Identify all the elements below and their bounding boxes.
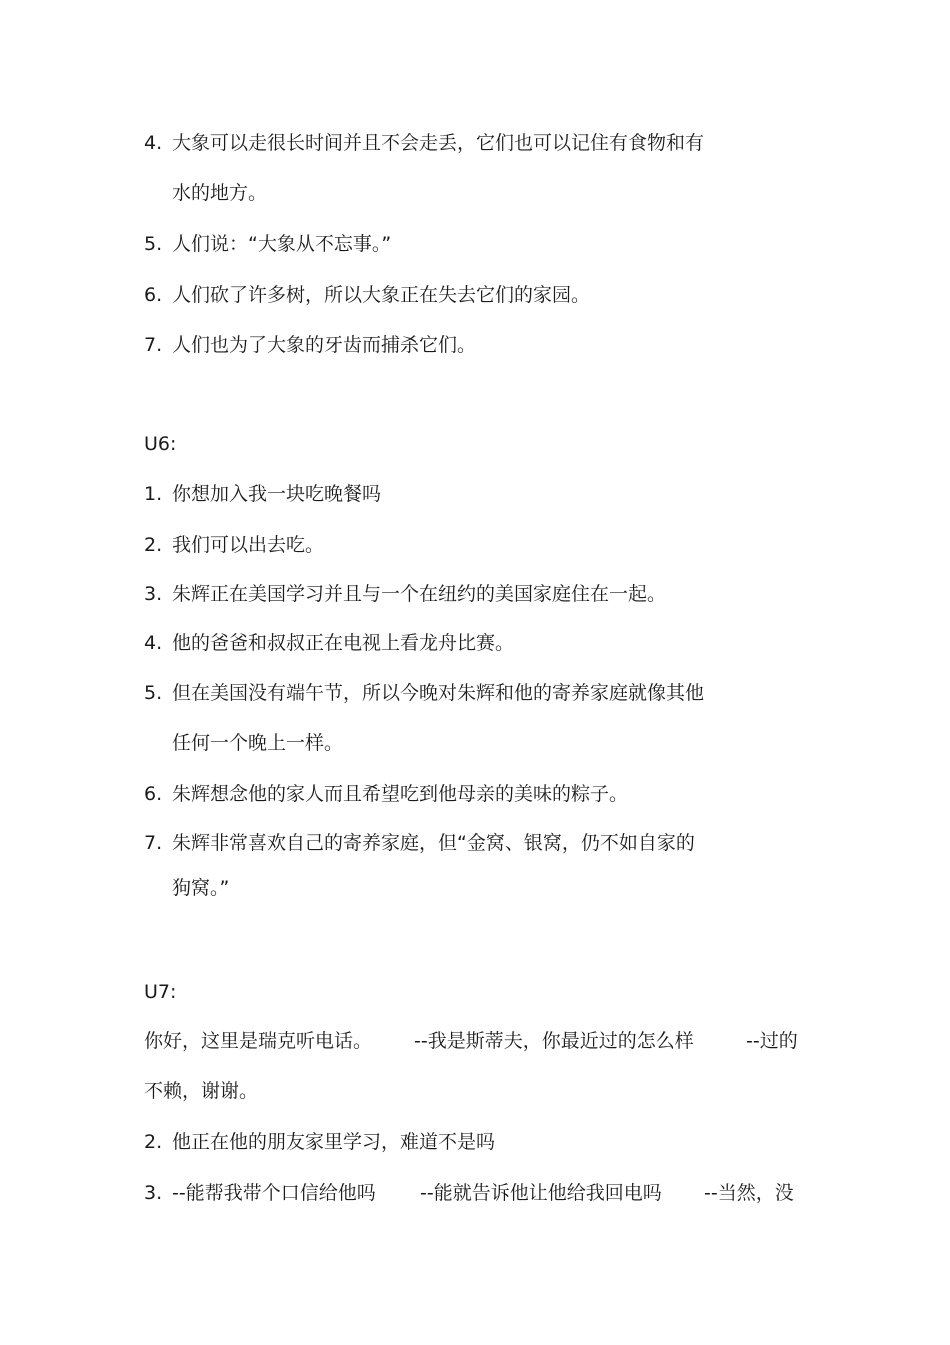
item-text-continued: 水的地方。 <box>172 182 268 204</box>
dialogue-line-1: 你好，这里是瑞克听电话。 <box>144 1030 373 1052</box>
item-number: 5. <box>144 233 163 255</box>
item-text: 人们砍了许多树，所以大象正在失去它们的家园。 <box>172 284 591 306</box>
item-number: 6. <box>144 783 163 805</box>
item-number: 2. <box>144 1131 163 1153</box>
item-number: 2. <box>144 534 163 556</box>
dialogue-line-continued: 不赖，谢谢。 <box>144 1080 259 1102</box>
dialogue-line-2: --我是斯蒂夫，你最近过的怎么样 <box>414 1030 694 1052</box>
item-text: 朱辉非常喜欢自己的寄养家庭，但“金窝、银窝，仍不如自家的 <box>172 832 695 854</box>
dialogue-segment-1: --能帮我带个口信给他吗 <box>172 1182 376 1204</box>
item-number: 7. <box>144 832 163 854</box>
item-text: 人们也为了大象的牙齿而捕杀它们。 <box>172 334 477 356</box>
item-number: 3. <box>144 583 163 605</box>
dialogue-line-3: --过的 <box>746 1030 798 1052</box>
item-number: 6. <box>144 284 163 306</box>
item-number: 7. <box>144 334 163 356</box>
section-heading: U6: <box>144 433 177 455</box>
dialogue-segment-2: --能就告诉他让他给我回电吗 <box>420 1182 662 1204</box>
item-number: 1. <box>144 483 163 505</box>
item-text: 我们可以出去吃。 <box>172 534 325 556</box>
item-text: 他的爸爸和叔叔正在电视上看龙舟比赛。 <box>172 632 515 654</box>
item-text: 人们说：“大象从不忘事。” <box>172 233 392 255</box>
item-number: 4. <box>144 132 163 154</box>
item-text: 但在美国没有端午节，所以今晚对朱辉和他的寄养家庭就像其他 <box>172 682 705 704</box>
item-number: 4. <box>144 632 163 654</box>
item-text: 大象可以走很长时间并且不会走丢，它们也可以记住有食物和有 <box>172 132 705 154</box>
item-text: 朱辉想念他的家人而且希望吃到他母亲的美味的粽子。 <box>172 783 629 805</box>
item-text: 他正在他的朋友家里学习，难道不是吗 <box>172 1131 496 1153</box>
item-text: 朱辉正在美国学习并且与一个在纽约的美国家庭住在一起。 <box>172 583 667 605</box>
dialogue-segment-3: --当然，没 <box>704 1182 794 1204</box>
item-text: 你想加入我一块吃晚餐吗 <box>172 483 382 505</box>
item-text-continued: 任何一个晚上一样。 <box>172 732 344 754</box>
section-heading: U7: <box>144 981 177 1003</box>
item-text-continued: 狗窝。” <box>172 877 230 899</box>
item-number: 5. <box>144 682 163 704</box>
item-number: 3. <box>144 1182 163 1204</box>
